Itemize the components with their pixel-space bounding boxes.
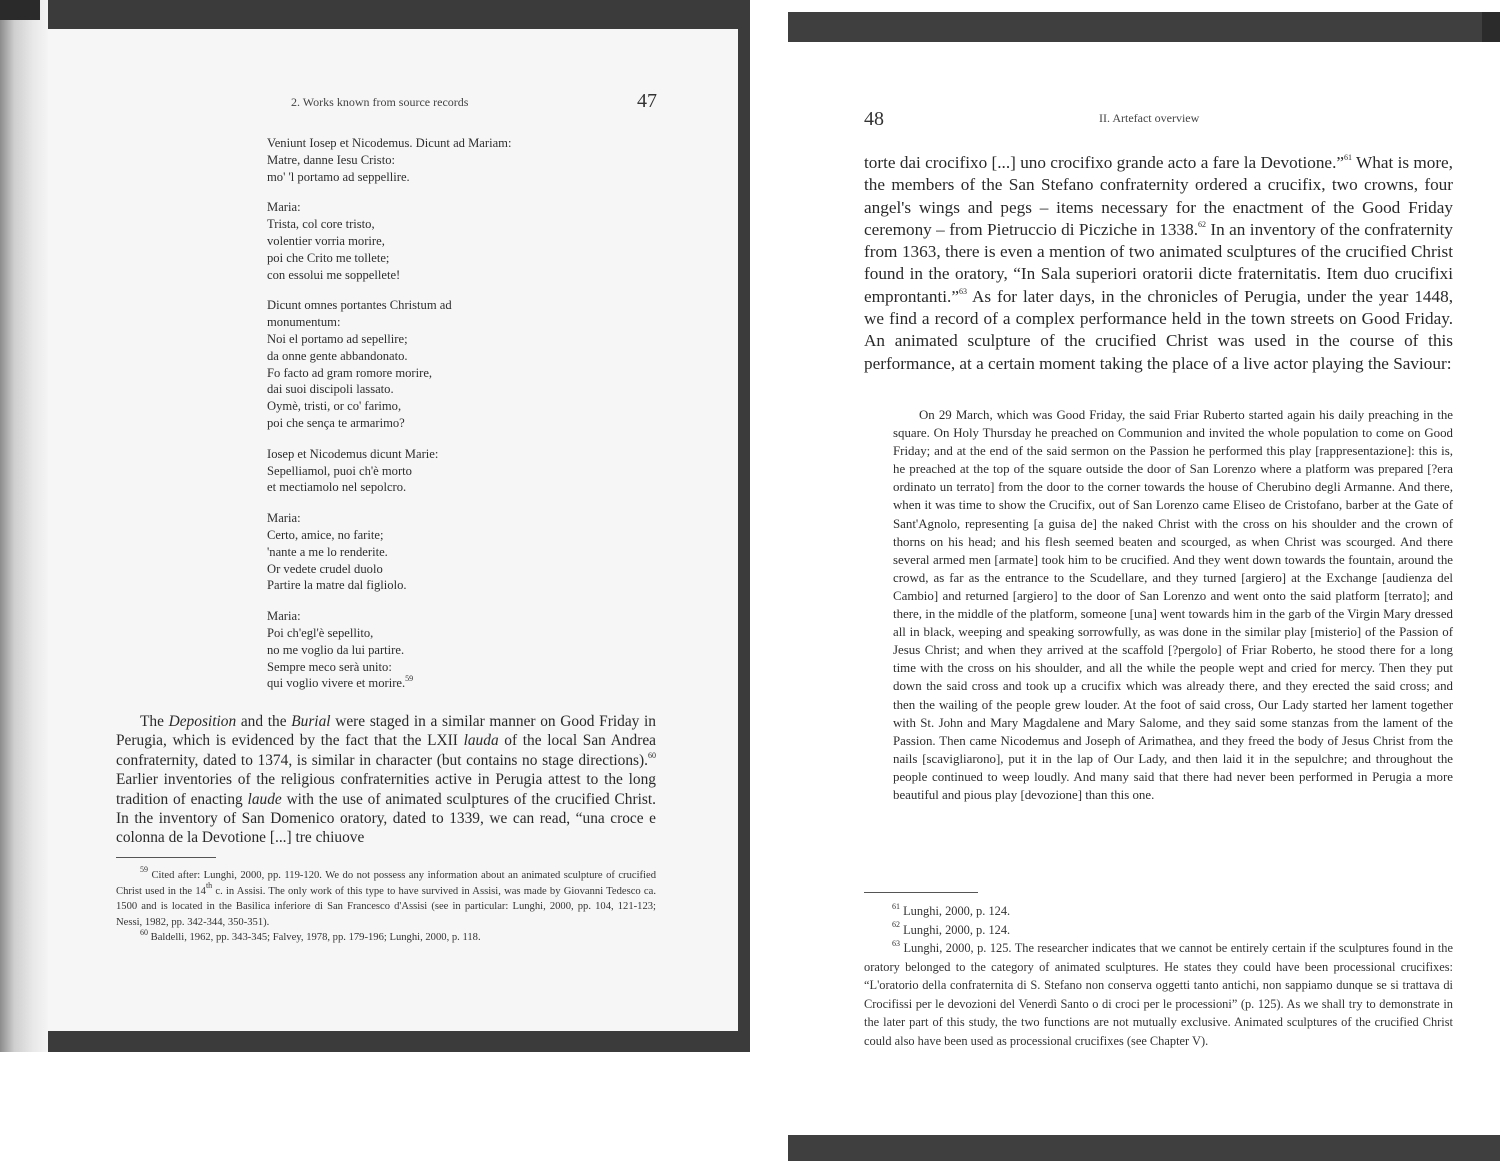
scan-gutter — [750, 0, 788, 1161]
running-head-right: II. Artefact overview — [1099, 111, 1200, 125]
paragraph: The Deposition and the Burial were staged in a similar manner on Good Friday in Perugia, which is evidenced by the fact that the LXII lauda of the local San Andrea confraternity, dated to 1374, is similar in character (but contains no stage directions).$^{60}$ Earlier inventories of the religious confraternities active in Perugia attest to the long tradition of enacting laude with the use of animated sculptures of the crucified Christ. In the inventory of San Domenico oratory, dated to 1339, we can read, “una croce e colonna de la Devotione [...] tre chiuove — [116, 713, 656, 847]
body-text-left — [116, 712, 656, 848]
poem-line: Oymè, tristi, or co' farimo, — [267, 399, 402, 414]
poem-stanza — [267, 135, 667, 185]
poem-line: no me voglio da lui partire. — [267, 642, 405, 657]
poem-line: Dicunt omnes portantes Christum ad — [267, 298, 452, 313]
poem-line: dai suoi discipoli lassato. — [267, 382, 394, 397]
poem-line: con essolui me soppellete! — [267, 267, 401, 282]
book-spine-edge — [0, 0, 48, 1052]
footnote-divider-left — [116, 857, 216, 858]
footnote-ref[interactable]: 59 — [405, 674, 414, 684]
poem-line: Maria: — [267, 609, 301, 624]
poem-line: Sempre meco serà unito: — [267, 659, 392, 674]
footnote: $^{63}$ Lunghi, 2000, p. 125. The researcher indicates that we cannot be entirely certain if the sculptures found in the oratory belonged to the category of animated sculptures. He states they could have been processional crucifixes: “L'oratorio della confraternita di S. Stefano non conserva oggetti tanto antichi, non sappiamo dunque se si trattava di Crocifissi per le devozioni del Venerdì Santo o di croci per le processioni” (p. 125). As we shall try to demonstrate in the later part of this study, the two functions are not mutually exclusive. Animated sculptures of the crucified Christ could also have been used as processional crucifixes (see Chapter V). — [864, 938, 1453, 1048]
poem — [267, 135, 667, 706]
poem-line: et mectiamolo nel sepolcro. — [267, 480, 407, 495]
poem-stanza — [267, 608, 667, 692]
poem-line: Trista, col core tristo, — [267, 217, 375, 232]
footnote-ref[interactable]: 63 — [958, 287, 967, 297]
poem-line: mo' 'l portamo ad seppellire. — [267, 169, 410, 184]
poem-stanza — [267, 446, 667, 496]
poem-line — [267, 675, 667, 692]
poem-line: Iosep et Nicodemus dicunt Marie: — [267, 446, 439, 461]
poem-line: da onne gente abbandonato. — [267, 348, 408, 363]
footnote-number: 59 — [140, 865, 148, 875]
poem-line: Fo facto ad gram romore morire, — [267, 365, 433, 380]
footnote-number: 60 — [140, 927, 148, 937]
poem-line: volentier vorria morire, — [267, 233, 385, 248]
poem-line: poi che sença te armarimo? — [267, 415, 405, 430]
poem-line: Matre, danne Iesu Cristo: — [267, 152, 396, 167]
poem-line: Maria: — [267, 511, 301, 526]
poem-line-text: qui voglio vivere et morire. — [267, 676, 406, 691]
poem-line: 'nante a me lo renderite. — [267, 544, 388, 559]
poem-line: Veniunt Iosep et Nicodemus. Dicunt ad Mariam: — [267, 136, 512, 150]
footnotes-left — [116, 865, 656, 946]
scan-corner-right — [1482, 12, 1500, 42]
poem-stanza — [267, 199, 667, 283]
poem-line: Partire la matre dal figliolo. — [267, 578, 407, 593]
body-text-right — [864, 152, 1453, 375]
poem-line: Or vedete crudel duolo — [267, 561, 383, 576]
footnote-number: 62 — [892, 920, 900, 930]
paragraph: torte dai crocifixo [...] uno crocifixo grande acto a fare la Devotione.”$^{61}$ What is more, the members of the San Stefano confraternity ordered a crucifix, two crowns, four angel's wings and pegs – items necessary for the enactment of the Good Friday ceremony – from Pietruccio di Picziche in 1338.62 In an inventory of the confraternity from 1363, there is even a mention of two animated sculptures of the crucified Christ found in the oratory, “In Sala superiori oratorii dicte fraternitatis. Item duo crucifixi emprontanti.”$^{63}$ As for later days, in the chronicles of Perugia, under the year 1448, we find a record of a complex performance held in the town streets on Good Friday. An animated sculpture of the crucified Christ was used in the course of this performance, at a certain moment taking the place of a live actor playing the Saviour: — [864, 153, 1454, 373]
footnote: $^{61}$ Lunghi, 2000, p. 124. — [892, 901, 1011, 918]
poem-line: Maria: — [267, 200, 301, 215]
footnotes-right — [864, 902, 1453, 1050]
poem-line: Noi el portamo ad sepellire; — [267, 331, 408, 346]
footnote-ref[interactable]: 61 — [1344, 153, 1352, 163]
footnote: $^{59}$ Cited after: Lunghi, 2000, pp. 119-120. We do not possess any information about an animated sculpture of crucified Christ used in the 14th c. in Assisi. The only work of this type to have survived in Assisi, was made by Giovanni Tedesco ca. 1500 and is located in the Basilica inferiore di San Francesco d'Assisi (see in particular: Lunghi, 2000, pp. 104, 121-123; Nessi, 1982, pp. 342-344, 350-351). — [116, 865, 656, 928]
poem-line: monumentum: — [267, 315, 341, 330]
footnote-ref[interactable]: 60 — [648, 750, 656, 760]
footnote: $^{60}$ Baldelli, 1962, pp. 343-345; Falvey, 1978, pp. 179-196; Lunghi, 2000, p. 118. — [140, 927, 481, 944]
poem-line: poi che Crito me tollete; — [267, 250, 390, 265]
block-quote — [893, 406, 1453, 804]
running-head-left: 2. Works known from source records — [291, 95, 469, 109]
page-number-right: 48 — [864, 108, 884, 130]
quote-paragraph: On 29 March, which was Good Friday, the said Friar Ruberto started again his daily preaching in the square. On Holy Thursday he preached on Communion and invited the whole population to come on Good Friday; and at the end of the said sermon on the Passion he performed this play [rappresentazione]: this is, he preached at the top of the square outside the door of San Lorenzo where a platform was prepared [?era ordinato un terrato] from the door to the corner towards the house of Cherubino degli Armanne. And there, when it was time to show the Crucifix, out of San Lorenzo came Eliseo de Cristofano, barber at the Gate of Sant'Agnolo, representing [a guisa de] the naked Christ with the cross on his shoulder and the crown of thorns on his head; and his flesh seemed beaten and scourged, as when Christ was scourged. And there several armed men [armate] took him to be crucified. And they went down towards the fountain, around the crowd, as far as the entrance to the Scudellare, and they turned [argiero] at the Exchange [audienza del Cambio] and returned [argiero] to the door of San Lorenzo and went onto the said platform [terrato]; and there, in the middle of the platform, someone [una] went towards him in the garb of the Virgin Mary dressed all in black, weeping and speaking sorrowfully, as was done in the similar play [misterio] of the Passion of Jesus Christ; and when they arrived at the scaffold [?pergolo] of Friar Roberto, he stood there for a long time with the cross on his shoulder, and all the while the people wept and cried for mercy. Then they put down the said cross and took up a crucifix which was already there, and they erected the said cross; and then the wailing of the people grew louder. At the foot of said cross, Our Lady started her lament together with St. John and Mary Magdalene and Mary Salome, and they said some stanzas from the lament of the Passion. Then came Nicodemus and Joseph of Arimathea, and they freed the body of Jesus Christ from the nails [scavigliarono], put it in the lap of Our Lady, and then laid it in the sepulchre; and throughout the people continued to weep loudly. And many said that there had never been performed in Perugia a more beautiful and pious play [devozione] than this one. — [893, 408, 1453, 802]
footnote-divider-right — [864, 892, 978, 893]
footnote-number: 63 — [892, 938, 900, 948]
footnote-ref[interactable]: 62 — [1198, 220, 1207, 230]
page-number-left: 47 — [637, 90, 657, 112]
footnote: $^{62}$ Lunghi, 2000, p. 124. — [892, 920, 1011, 937]
poem-line: Sepelliamol, puoi ch'è morto — [267, 463, 412, 478]
poem-stanza — [267, 510, 667, 594]
scan-corner — [0, 0, 40, 20]
poem-line: Certo, amice, no farite; — [267, 527, 384, 542]
poem-stanza — [267, 297, 667, 431]
footnote-number: 61 — [892, 901, 900, 911]
poem-line: Poi ch'egl'è sepellito, — [267, 625, 374, 640]
